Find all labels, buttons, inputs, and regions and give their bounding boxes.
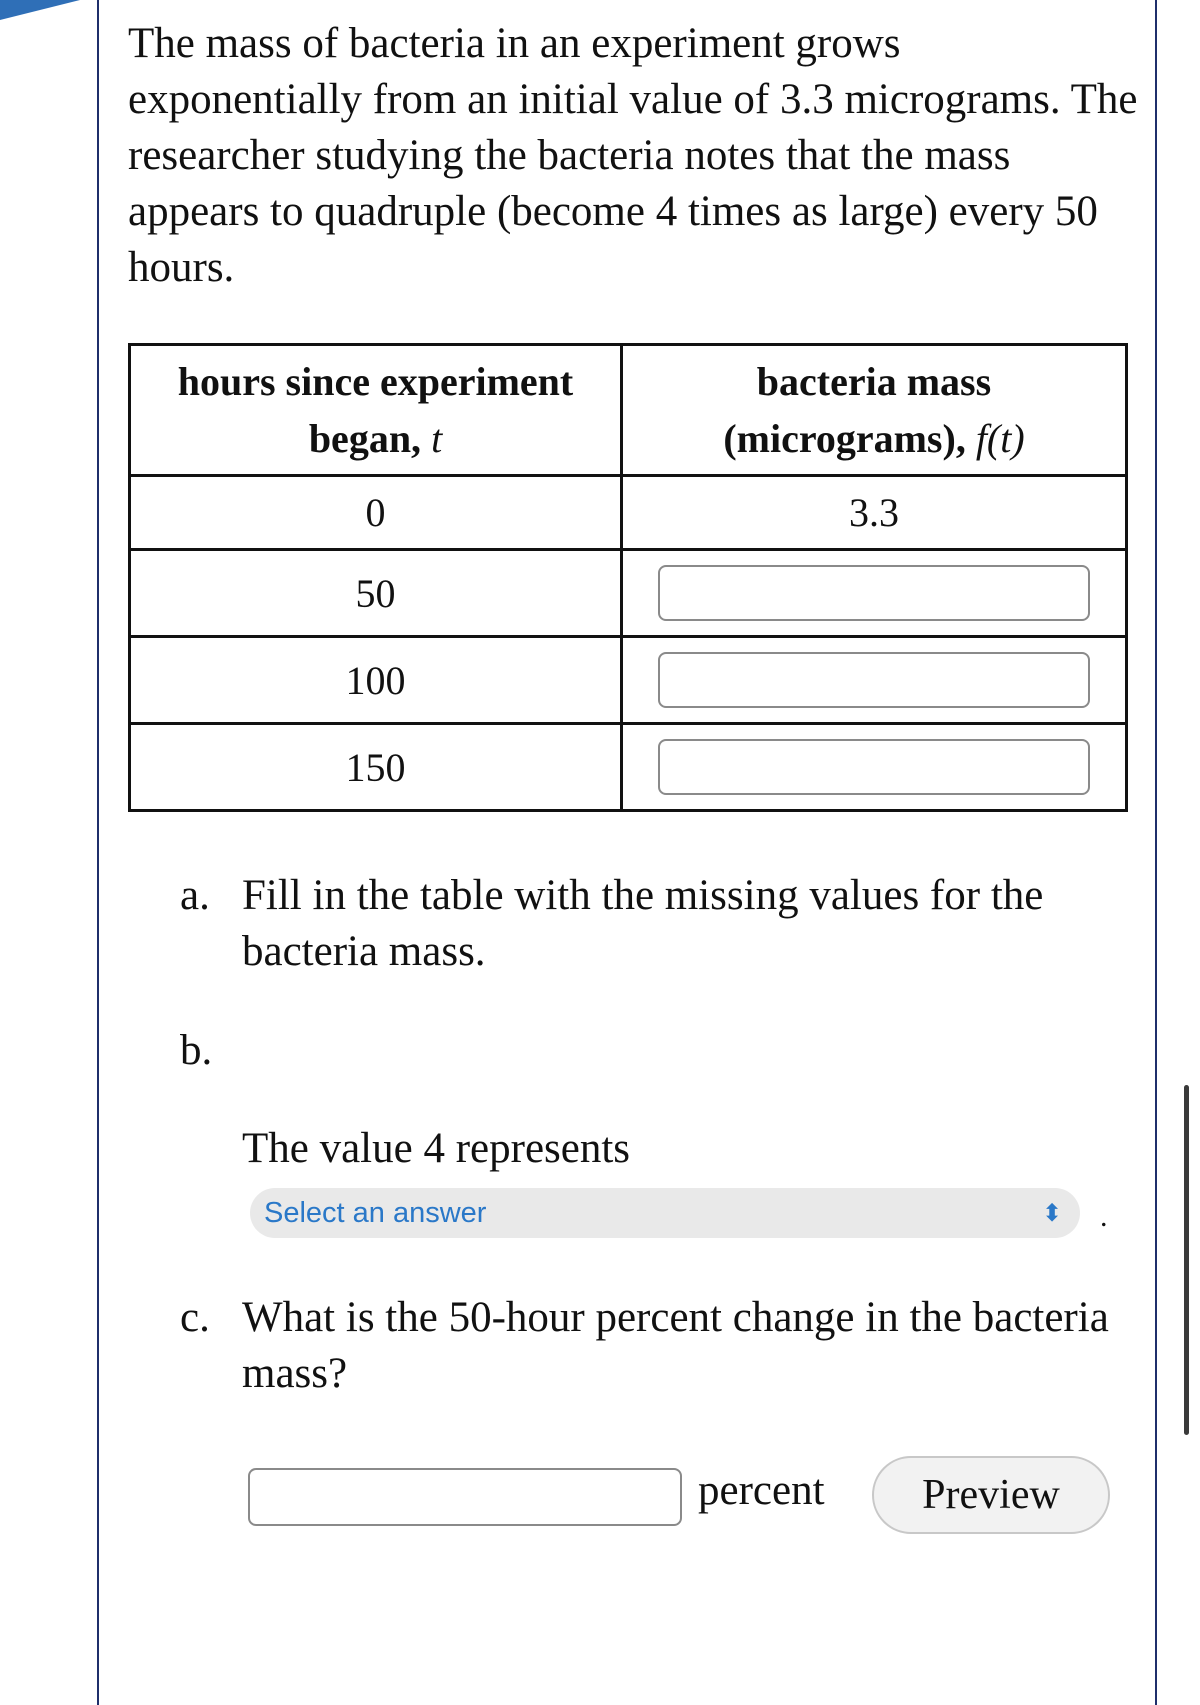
cell-mass	[622, 550, 1127, 637]
mass-input-150[interactable]	[658, 739, 1090, 795]
scrollbar[interactable]	[1184, 1085, 1189, 1435]
table-row	[130, 637, 1127, 724]
percent-unit-label: percent	[698, 1467, 825, 1514]
col-header-mass	[622, 345, 1127, 476]
col-header-mass-line2: (micrograms),	[723, 416, 976, 461]
part-a-text: Fill in the table with the missing values for the bacteria mass.	[242, 872, 1044, 975]
table-row	[130, 476, 1127, 550]
mass-input-100[interactable]	[658, 652, 1090, 708]
part-a-letter: a.	[180, 872, 210, 919]
part-b-prompt: The value 4 represents	[242, 1125, 631, 1172]
problem-intro: The mass of bacteria in an experiment grows exponentially from an initial value of 3.3 micrograms. The researcher studying the bacteria notes that the mass appears to quadruple (become 4 times as large) every 50 hours.	[128, 20, 1138, 291]
part-c-text: What is the 50-hour percent change in the bacteria mass?	[242, 1294, 1109, 1397]
select-period: .	[1100, 1200, 1108, 1233]
part-c-letter: c.	[180, 1294, 210, 1341]
percent-input[interactable]	[248, 1468, 682, 1526]
cell-hours: 0	[130, 476, 622, 550]
table-header-row	[130, 345, 1127, 476]
chevron-up-down-icon: ⬍	[1041, 1199, 1062, 1227]
answer-select[interactable]	[250, 1188, 1080, 1238]
col-header-mass-line1: bacteria mass	[756, 359, 992, 404]
part-b-letter: b.	[180, 1027, 213, 1074]
mass-input-50[interactable]	[658, 565, 1090, 621]
cell-mass	[622, 637, 1127, 724]
cell-mass	[622, 724, 1127, 811]
cell-hours: 150	[130, 724, 622, 811]
corner-marker	[0, 0, 80, 20]
preview-button[interactable]: Preview	[872, 1456, 1110, 1534]
data-table	[128, 343, 1128, 812]
table-row	[130, 724, 1127, 811]
answer-select-placeholder: Select an answer	[264, 1197, 487, 1229]
col-header-hours	[130, 345, 622, 476]
col-header-hours-text: hours since experiment began,	[177, 359, 574, 461]
cell-hours: 50	[130, 550, 622, 637]
col-header-hours-var: t	[431, 416, 443, 461]
table-row	[130, 550, 1127, 637]
cell-mass: 3.3	[622, 476, 1127, 550]
cell-hours: 100	[130, 637, 622, 724]
col-header-mass-fn: f(t)	[975, 416, 1025, 461]
